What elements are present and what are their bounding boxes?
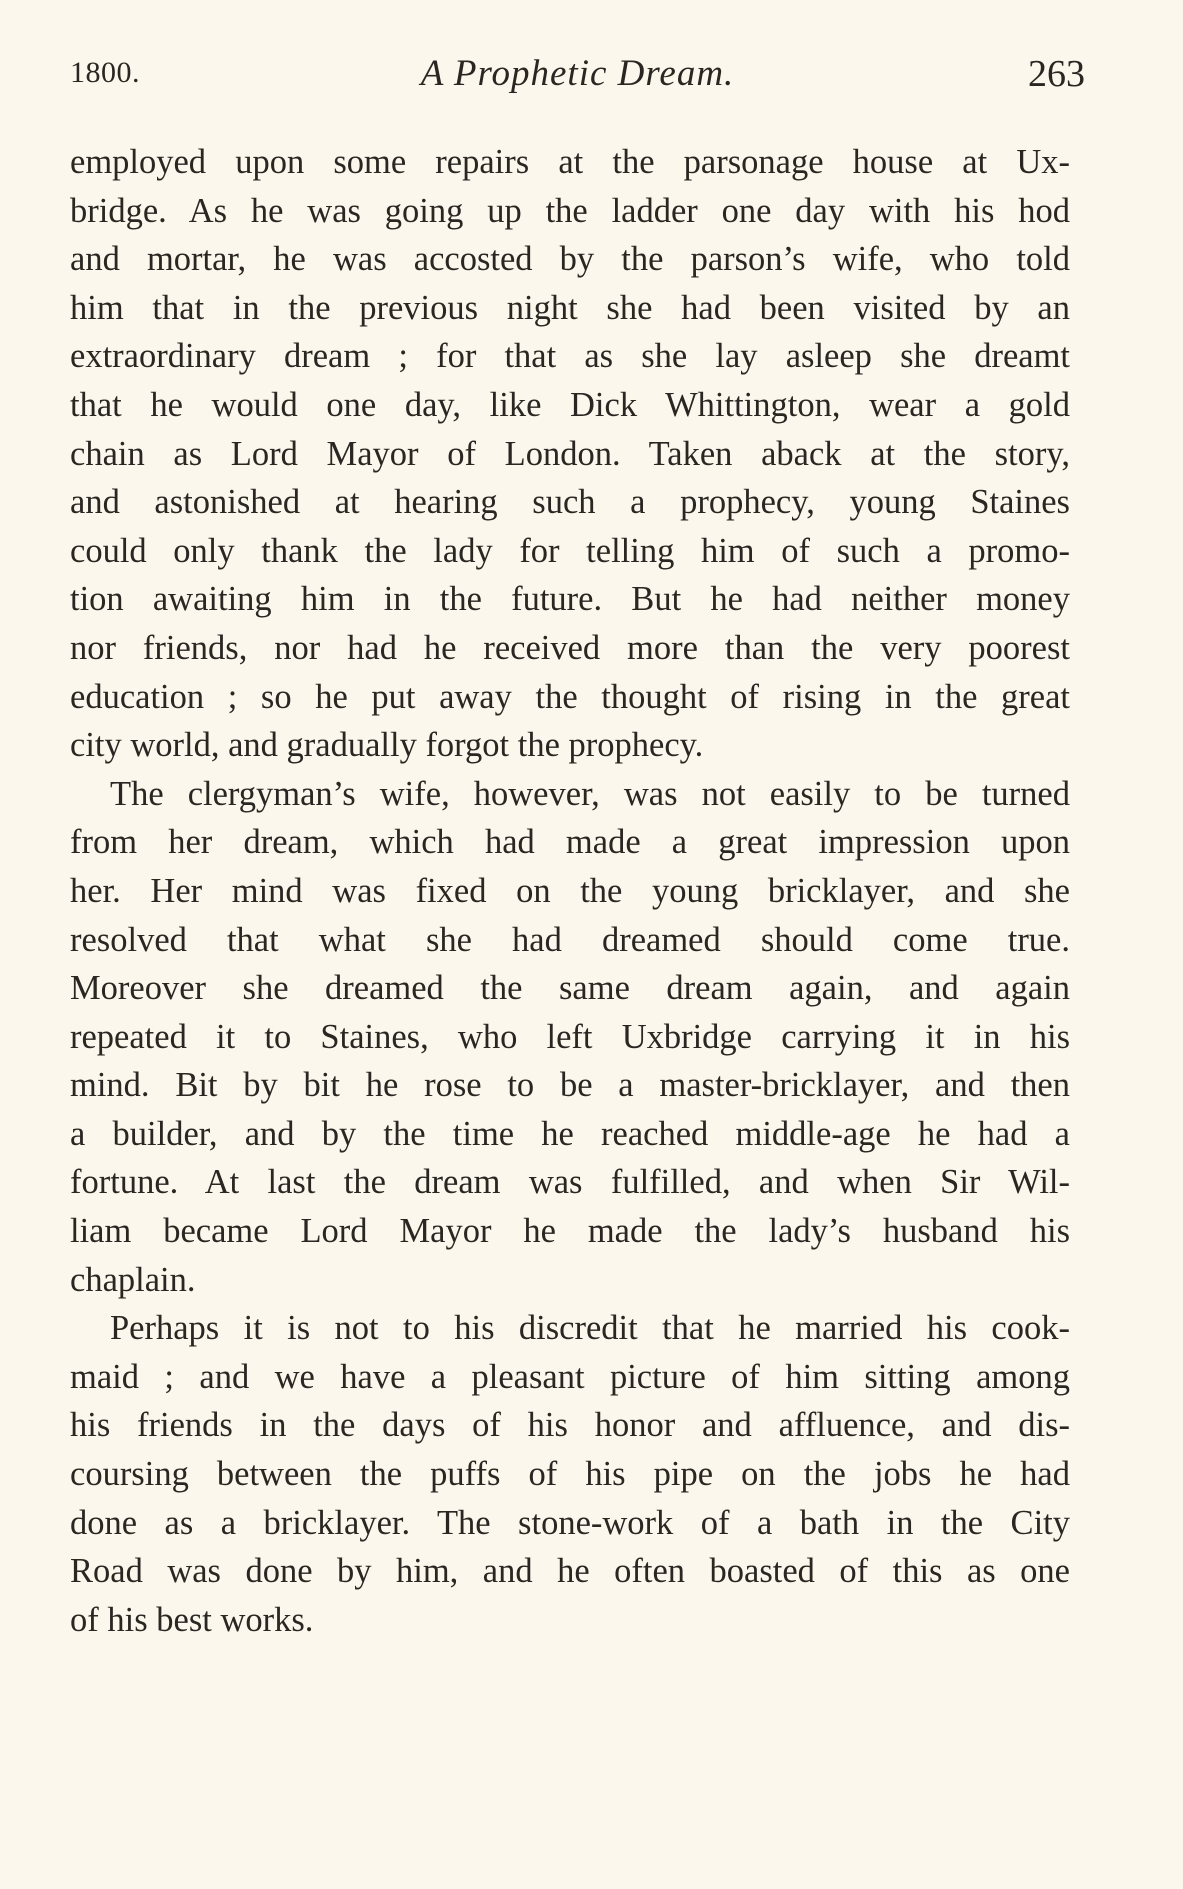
text-line: her. Her mind was fixed on the young bricklayer, and she	[70, 871, 1070, 910]
text-line: mind. Bit by bit he rose to be a master-bricklayer, and then	[70, 1066, 1070, 1105]
header-year: 1800.	[70, 56, 140, 89]
text-line: The clergyman’s wife, however, was not easily to be turned	[110, 774, 1070, 813]
running-head	[70, 48, 1085, 108]
text-line: from her dream, which had made a great impression upon	[70, 823, 1070, 862]
text-line: and astonished at hearing such a prophecy, young Staines	[70, 483, 1070, 522]
text-line: liam became Lord Mayor he made the lady’s husband his	[70, 1212, 1070, 1251]
text-line: tion awaiting him in the future. But he had neither money	[70, 580, 1070, 619]
text-line: a builder, and by the time he reached middle-age he had a	[70, 1114, 1070, 1153]
header-title: A Prophetic Dream.	[420, 53, 735, 94]
text-line: Perhaps it is not to his discredit that he married his cook-	[110, 1309, 1070, 1348]
text-line: chaplain.	[70, 1260, 196, 1299]
text-line: resolved that what she had dreamed should come true.	[70, 920, 1070, 959]
text-line: Road was done by him, and he often boasted of this as one	[70, 1552, 1070, 1591]
text-line: city world, and gradually forgot the prophecy.	[70, 726, 704, 765]
text-line: done as a bricklayer. The stone-work of a bath in the City	[70, 1503, 1070, 1542]
text-line: Moreover she dreamed the same dream again, and again	[70, 969, 1070, 1008]
text-line: could only thank the lady for telling him of such a promo-	[70, 531, 1070, 570]
text-line: coursing between the puffs of his pipe on the jobs he had	[70, 1455, 1070, 1494]
text-line: extraordinary dream ; for that as she lay asleep she dreamt	[70, 337, 1070, 376]
page-number: 263	[1028, 53, 1085, 95]
text-line: nor friends, nor had he received more than the very poorest	[70, 628, 1070, 667]
text-line: his friends in the days of his honor and affluence, and dis-	[70, 1406, 1070, 1445]
text-line: maid ; and we have a pleasant picture of him sitting among	[70, 1357, 1070, 1396]
text-line: him that in the previous night she had been visited by an	[70, 288, 1070, 327]
text-line: fortune. At last the dream was fulfilled, and when Sir Wil-	[70, 1163, 1070, 1202]
text-line: of his best works.	[70, 1600, 314, 1639]
text-line: chain as Lord Mayor of London. Taken aback at the story,	[70, 434, 1070, 473]
text-line: repeated it to Staines, who left Uxbridge carrying it in his	[70, 1017, 1070, 1056]
text-line: that he would one day, like Dick Whittington, wear a gold	[70, 385, 1070, 424]
text-line: education ; so he put away the thought of rising in the great	[70, 677, 1070, 716]
body-text	[70, 138, 1070, 1644]
text-line: employed upon some repairs at the parsonage house at Ux-	[70, 143, 1070, 181]
text-line: bridge. As he was going up the ladder one day with his hod	[70, 191, 1070, 230]
text-line: and mortar, he was accosted by the parson’s wife, who told	[70, 240, 1070, 279]
